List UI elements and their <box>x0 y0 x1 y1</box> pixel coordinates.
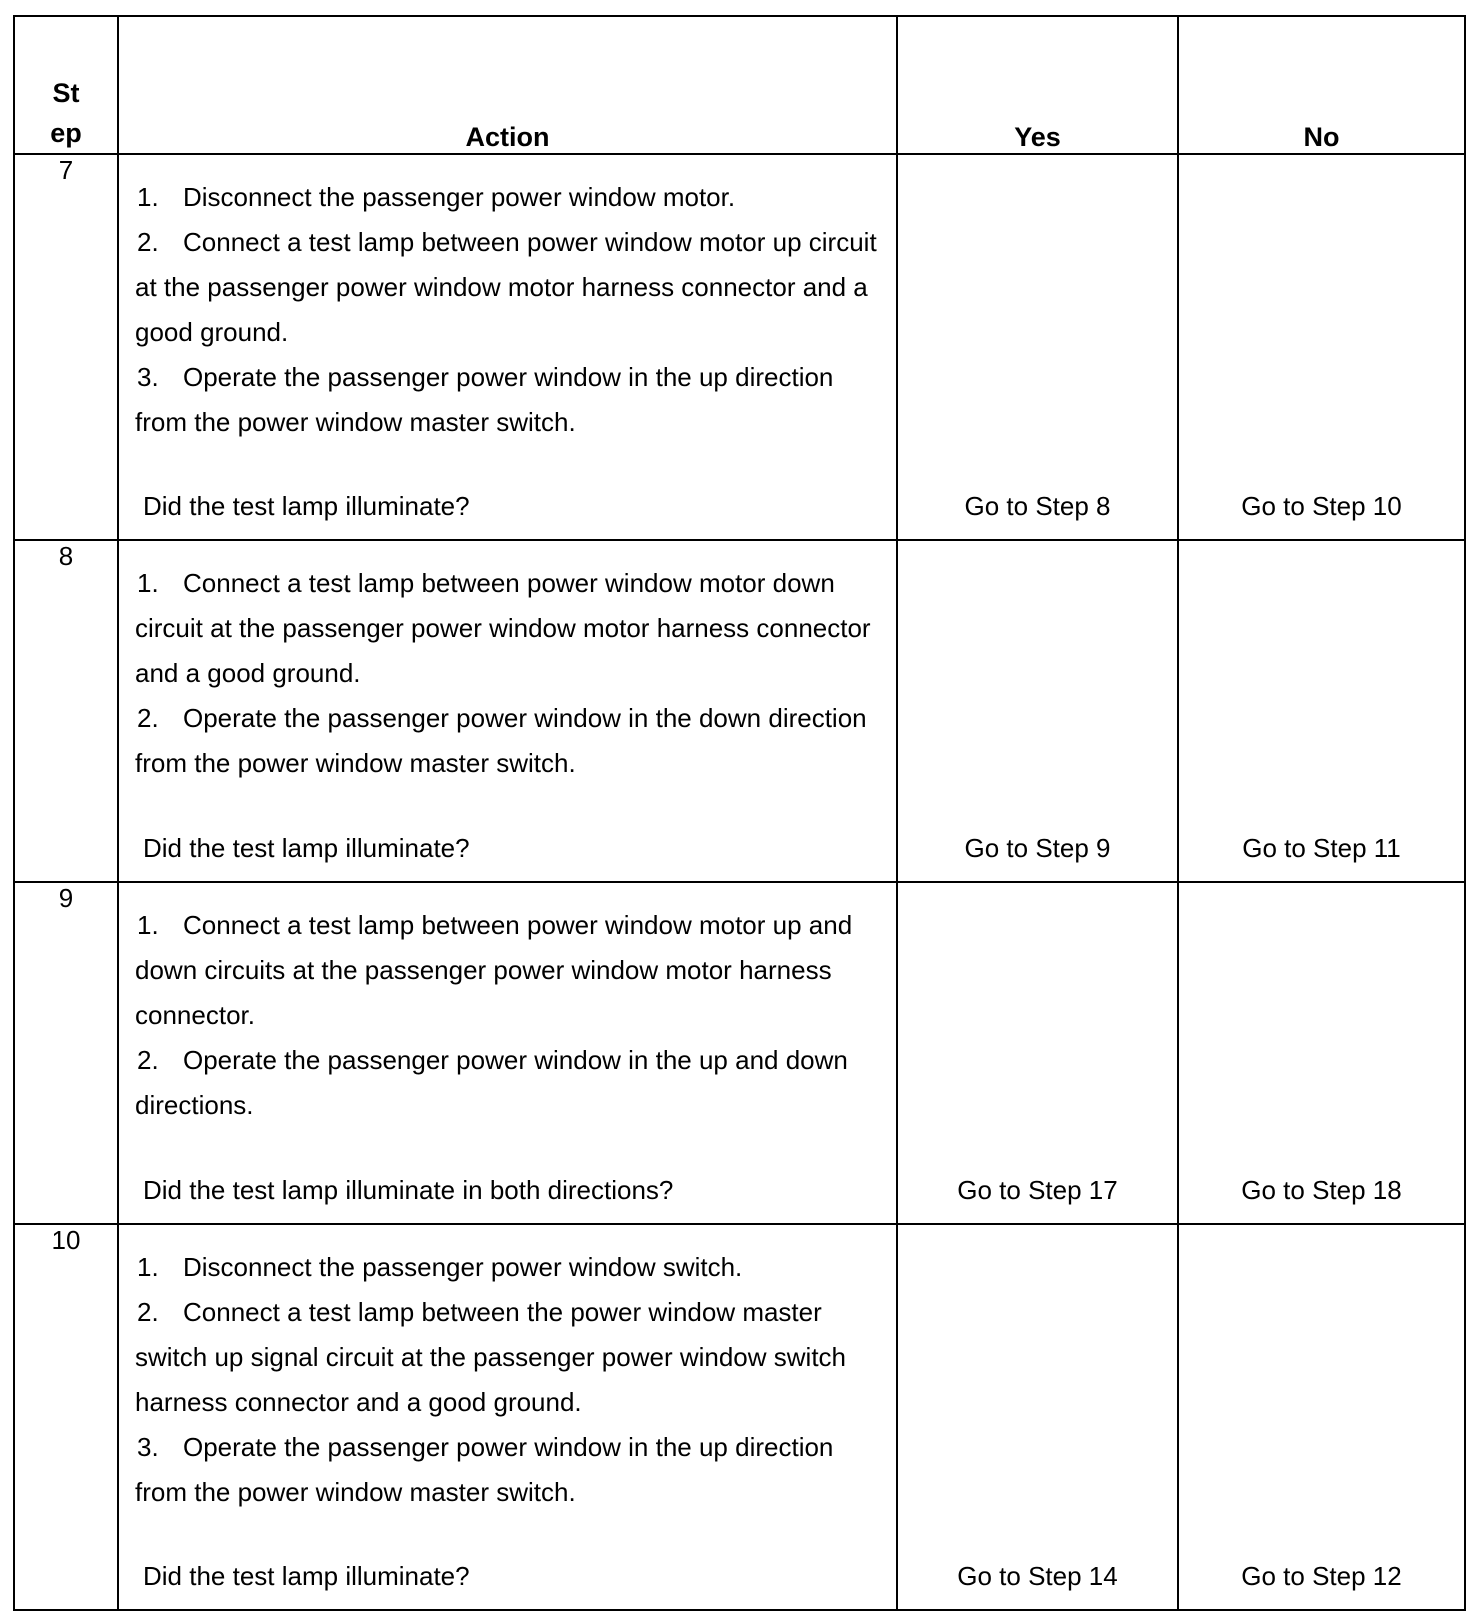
diagnostic-table <box>13 15 1466 1611</box>
yes-answer: Go to Step 8 <box>964 491 1111 521</box>
action-item-number: 2. <box>137 227 159 257</box>
action-question: Did the test lamp illuminate in both directions? <box>143 1175 674 1205</box>
action-item-number: 3. <box>137 1432 159 1462</box>
step-number: 9 <box>14 882 118 1224</box>
header-action: Action <box>118 16 897 154</box>
action-item-number: 1. <box>137 910 159 940</box>
yes-cell <box>897 882 1178 1224</box>
action-cell <box>118 154 897 540</box>
header-yes: Yes <box>897 16 1178 154</box>
yes-answer: Go to Step 17 <box>957 1175 1118 1205</box>
action-item <box>119 1425 896 1515</box>
action-cell <box>118 1224 897 1610</box>
no-answer: Go to Step 11 <box>1242 833 1401 863</box>
action-item-text: Disconnect the passenger power window motor. <box>183 182 736 212</box>
action-item <box>119 220 896 355</box>
no-cell <box>1178 882 1465 1224</box>
yes-answer: Go to Step 14 <box>957 1561 1118 1591</box>
action-item-number: 2. <box>137 1045 159 1075</box>
table-row <box>14 1224 1465 1610</box>
action-list <box>119 155 896 445</box>
action-question: Did the test lamp illuminate? <box>143 491 470 521</box>
action-item-number: 1. <box>137 182 159 212</box>
header-step: St ep <box>14 16 118 154</box>
action-question: Did the test lamp illuminate? <box>143 1561 470 1591</box>
action-item <box>119 355 896 445</box>
yes-answer: Go to Step 9 <box>964 833 1111 863</box>
action-item <box>119 1245 896 1290</box>
yes-cell <box>897 1224 1178 1610</box>
no-answer: Go to Step 18 <box>1241 1175 1402 1205</box>
action-item <box>119 903 896 1038</box>
action-item-text: Connect a test lamp between power window motor down circuit at the passenger power window motor harness connector and a good ground. <box>135 568 871 688</box>
action-item <box>119 1290 896 1425</box>
action-item-text: Connect a test lamp between power window motor up and down circuits at the passenger power window motor harness connector. <box>135 910 853 1030</box>
action-item-text: Connect a test lamp between power window motor up circuit at the passenger power window motor harness connector and a good ground. <box>135 227 877 347</box>
action-item-number: 1. <box>137 568 159 598</box>
no-cell <box>1178 1224 1465 1610</box>
no-cell <box>1178 154 1465 540</box>
step-number: 8 <box>14 540 118 882</box>
action-item <box>119 696 896 786</box>
table-row <box>14 882 1465 1224</box>
action-item-number: 2. <box>137 1297 159 1327</box>
step-number: 7 <box>14 154 118 540</box>
action-item-text: Operate the passenger power window in the down direction from the power window master switch. <box>135 703 867 778</box>
action-item <box>119 1038 896 1128</box>
action-list <box>119 541 896 786</box>
table-row <box>14 540 1465 882</box>
action-item <box>119 175 896 220</box>
action-list <box>119 883 896 1128</box>
action-item-text: Operate the passenger power window in the up and down directions. <box>135 1045 848 1120</box>
action-item-text: Connect a test lamp between the power window master switch up signal circuit at the passenger power window switch harness connector and a good ground. <box>135 1297 847 1417</box>
yes-cell <box>897 540 1178 882</box>
no-answer: Go to Step 10 <box>1241 491 1402 521</box>
header-row <box>14 16 1465 154</box>
action-item-number: 1. <box>137 1252 159 1282</box>
action-item-text: Operate the passenger power window in the up direction from the power window master switch. <box>135 1432 834 1507</box>
action-item-text: Operate the passenger power window in the up direction from the power window master switch. <box>135 362 834 437</box>
no-cell <box>1178 540 1465 882</box>
action-question: Did the test lamp illuminate? <box>143 833 470 863</box>
yes-cell <box>897 154 1178 540</box>
table-row <box>14 154 1465 540</box>
action-item-number: 2. <box>137 703 159 733</box>
action-cell <box>118 882 897 1224</box>
action-item-number: 3. <box>137 362 159 392</box>
step-number: 10 <box>14 1224 118 1610</box>
no-answer: Go to Step 12 <box>1241 1561 1402 1591</box>
header-no: No <box>1178 16 1465 154</box>
action-list <box>119 1225 896 1515</box>
action-item-text: Disconnect the passenger power window switch. <box>183 1252 743 1282</box>
action-cell <box>118 540 897 882</box>
action-item <box>119 561 896 696</box>
